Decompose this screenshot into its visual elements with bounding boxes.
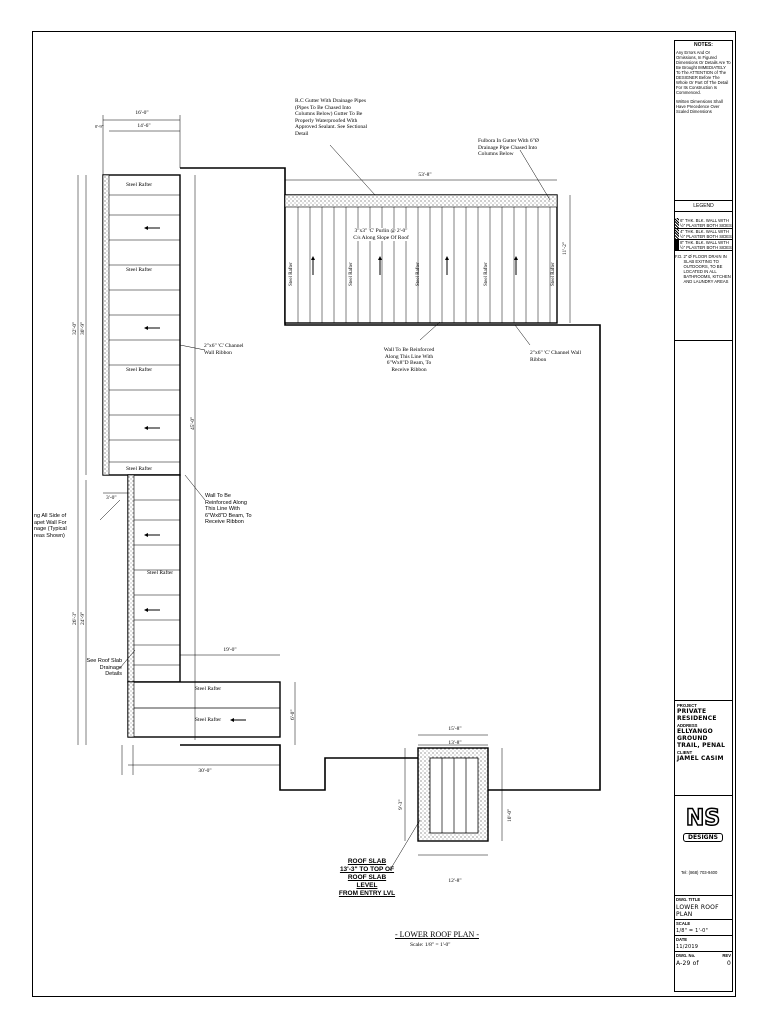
svg-text:Steel Rafter: Steel Rafter xyxy=(349,262,354,286)
roof-slab-note-line: 13'-3" TO TOP OF xyxy=(339,866,395,873)
dim-10-0: 10'-0" xyxy=(507,808,513,822)
logo-section xyxy=(675,796,732,896)
scale-label: SCALE xyxy=(676,921,691,926)
dim-26-3: 26'-3" xyxy=(72,611,78,625)
legend-section xyxy=(675,201,732,341)
logo-letters: NS xyxy=(685,806,721,831)
project-section xyxy=(675,701,732,796)
plan-title: - LOWER ROOF PLAN - xyxy=(395,930,479,939)
sheet-scale: 1/8" = 1'-0" xyxy=(675,927,732,936)
dim-11-2: 11'-2" xyxy=(562,241,568,255)
legend-item xyxy=(675,254,732,284)
dim-13-8: 13'-8" xyxy=(448,740,462,746)
legend-item xyxy=(675,229,732,240)
date-label: DATE xyxy=(676,937,688,942)
dim-32-0: 32'-0" xyxy=(72,321,78,335)
svg-text:Steel Rafter: Steel Rafter xyxy=(551,262,556,286)
ns-designs-logo xyxy=(683,806,723,856)
sheet-date: 11/2019 xyxy=(675,943,732,952)
fulbora-note: Fulbora In Gutter With 6"Ø Drainage Pipe Chased Into Columns Below xyxy=(478,138,539,157)
rev-value: 0 xyxy=(726,960,731,967)
legend-text: 8" THK. BLK. WALL WITH ½" PLASTER BOTH SIDES xyxy=(680,240,732,250)
rev-label: REV xyxy=(722,953,731,958)
logo-word: DESIGNS xyxy=(683,833,723,842)
dim-3-0: 3'-0" xyxy=(106,495,117,501)
left-roof-panel xyxy=(103,175,180,475)
dim-6-0: 6'-0" xyxy=(290,709,296,720)
steel-rafter-label: Steel Rafter xyxy=(126,267,153,273)
notes-text: Any Errors And Or Omissions, In Figured Dimensions Or Details Are To Be Brought IMMEDIATELY To The ATTENTION of The DESIGNER Before The Whole Or Part Of The Detail For Its Construction Is Commenced. xyxy=(676,50,731,95)
dwg-no-row xyxy=(675,952,732,959)
dim-0-9: 0'-9" xyxy=(95,124,104,129)
address-line: ELLYANGO GROUND xyxy=(677,728,713,742)
legend-item xyxy=(675,240,732,251)
middle-left-gutter xyxy=(128,475,134,682)
steel-rafter-label: Steel Rafter xyxy=(126,182,153,188)
notes-text: Written Dimensions Shall Have Precedence Over Scaled Dimensions xyxy=(676,99,723,114)
steel-rafter-label: Steel Rafter xyxy=(195,717,222,723)
svg-text:Steel Rafter: Steel Rafter xyxy=(484,262,489,286)
parapet-note: ng All Side of apet Wall For nage (Typical reas Shown) xyxy=(34,513,67,539)
middle-left-roof-panel xyxy=(128,475,180,682)
steel-rafter-label: Steel Rafter xyxy=(195,686,222,692)
title-label: DWG. TITLE xyxy=(676,897,701,902)
address-label: ADDRESS xyxy=(677,723,698,728)
designer-contact: Tel: (868) 703-9400 xyxy=(681,870,718,875)
legend-text: 6" THK. BLK. WALL WITH ½" PLASTER BOTH SIDES xyxy=(680,218,732,228)
roof-slab-note-line: ROOF SLAB LEVEL xyxy=(347,874,387,889)
svg-text:Steel Rafter: Steel Rafter xyxy=(289,262,294,286)
project-name: PRIVATE RESIDENCE xyxy=(677,708,717,722)
address-line: TRAIL, PENAL xyxy=(677,742,726,749)
dim-9-3: 9'-3" xyxy=(398,799,404,810)
notes-heading: NOTES: xyxy=(694,42,713,48)
top-gutter xyxy=(285,195,557,207)
dim-53-8: 53'-8" xyxy=(418,172,432,178)
fd-text: 2" Ø FLOOR DRAIN IN SLAB EXITING TO OUTDOORS, TO BE LOCATED IN ALL BATHROOMS, KITCHEN AND LAUNDRY AREAS xyxy=(683,254,731,284)
roof-slab-note xyxy=(337,858,397,898)
roof-slab-note-line: ROOF SLAB xyxy=(347,858,387,865)
dim-24-9: 24'-9" xyxy=(80,611,86,625)
wall-reinforced-note-a: Wall To Be Reinforced Along This Line With 6"Wx8"D Beam, To Receive Ribbon xyxy=(383,347,435,373)
channel-note-a: 2"x6" 'C' Channel Wall Ribbon xyxy=(204,343,244,356)
sheet-info-section xyxy=(675,896,732,991)
dim-19-0: 19'-0" xyxy=(223,647,237,653)
channel-note-b: 2"x6" 'C' Channel Wall Ribbon xyxy=(530,350,581,363)
dim-12-8: 12'-8" xyxy=(448,878,462,884)
dim-45-0: 45'-0" xyxy=(190,416,196,430)
sheet-title: LOWER ROOF PLAN xyxy=(675,903,732,920)
dwg-no: A-29 of xyxy=(676,960,699,967)
steel-rafter-label: Steel Rafter xyxy=(126,466,153,472)
dim-30-0: 30'-0" xyxy=(198,768,212,774)
blank-section xyxy=(675,341,732,701)
dwg-no-values xyxy=(675,959,732,968)
fd-code: F.D. xyxy=(675,254,683,259)
dwg-no-label: DWG. No. xyxy=(676,953,696,958)
steel-rafter-label: Steel Rafter xyxy=(147,570,174,576)
dim-30-9: 30'-9" xyxy=(80,321,86,335)
dim-14-6: 14'-6" xyxy=(137,123,151,129)
legend-item xyxy=(675,218,732,229)
wall-reinforced-note-b: Wall To Be Reinforced Along This Line With 6"Wx8"D Beam, To Receive Ribbon xyxy=(205,493,252,525)
svg-text:Steel Rafter: Steel Rafter xyxy=(416,262,421,286)
drainage-note: See Roof Slab Drainage Details xyxy=(86,658,122,677)
roof-slab-note-line: FROM ENTRY LVL xyxy=(338,890,396,897)
dim-15-8: 15'-8" xyxy=(448,726,462,732)
project-label: PROJECT xyxy=(677,703,697,708)
notes-section xyxy=(675,41,732,201)
client-label: CLIENT xyxy=(677,750,693,755)
gutter-note: R.C Gutter With Drainage Pipes (Pipes To Be Chased Into Columns Below) Gutter To Be Properly Waterproofed With Approved Sealant. See Sectional Detail xyxy=(295,98,368,137)
steel-rafter-label: Steel Rafter xyxy=(126,367,153,373)
plan-scale: Scale: 1/8" = 1'-0" xyxy=(410,942,451,948)
dim-16-0: 16'-0" xyxy=(135,110,149,116)
purlin-note: 3"x3" 'C' Purlin @ 2'-0" C/s Along Slope Of Roof xyxy=(353,228,409,241)
title-block xyxy=(674,40,733,992)
client-name: JAMEL CASIM xyxy=(677,755,724,762)
left-gutter xyxy=(103,175,109,475)
legend-text: 4" THK. BLK. WALL WITH ½" PLASTER BOTH SIDES xyxy=(680,229,732,239)
legend-heading: LEGEND xyxy=(675,203,732,212)
